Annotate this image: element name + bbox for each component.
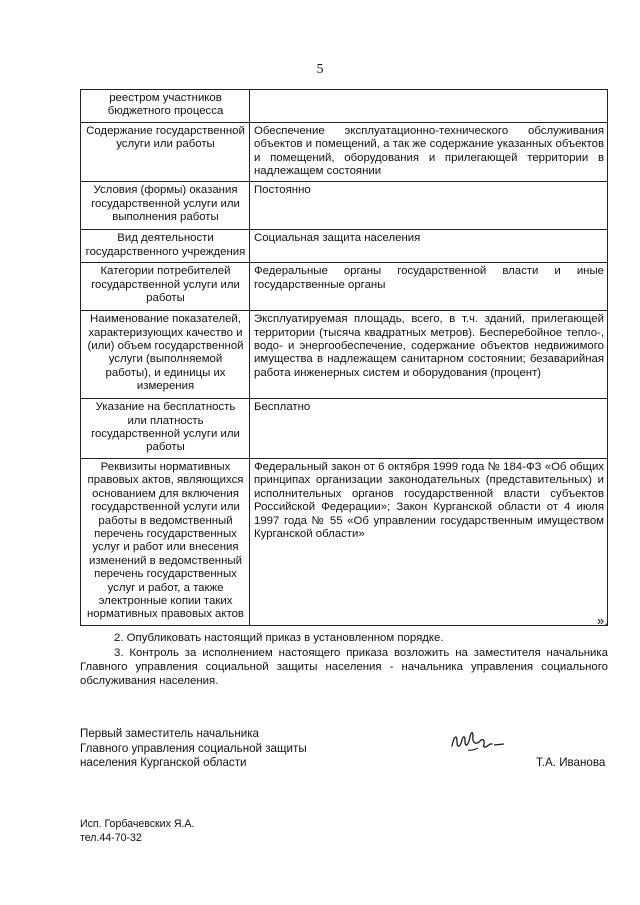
table-row xyxy=(81,311,608,399)
row-value: Обеспечение эксплуатационно-технического обслуживания объектов и помещений, а так же содержание указанных объектов и помещений, оборудования и прилегающей территории в надлежащем состоянии xyxy=(250,122,608,182)
row-value: Постоянно xyxy=(250,182,608,230)
signatory-line: Главного управления социальной защиты xyxy=(80,741,307,755)
table-row xyxy=(81,90,608,123)
row-value: Бесплатно xyxy=(250,399,608,459)
table-row xyxy=(81,182,608,230)
handwritten-signature xyxy=(448,728,518,754)
row-label: Наименование показателей, характеризующих качество и (или) объем государственной услуги (выполняемой работы), и единицы их измерения xyxy=(81,311,250,399)
row-label: Вид деятельности государственного учреждения xyxy=(81,230,250,263)
table-row xyxy=(81,263,608,311)
signatory-line: Первый заместитель начальника xyxy=(80,727,259,740)
table-row xyxy=(81,458,608,625)
row-label: Указание на бесплатность или платность государственной услуги или работы xyxy=(81,399,250,459)
row-value: Федеральные органы государственной власти и иные государственные органы xyxy=(250,263,608,311)
closing-quote: ». xyxy=(597,613,608,628)
table-row xyxy=(81,399,608,459)
signatory-name: Т.А. Иванова xyxy=(536,756,606,769)
paragraph-publish: 2. Опубликовать настоящий приказ в установленном порядке. xyxy=(114,632,444,644)
executor-name: Исп. Горбачевских Я.А. xyxy=(80,818,195,830)
executor-phone: тел.44-70-32 xyxy=(80,831,142,844)
signatory-line: населения Курганской области xyxy=(80,756,247,769)
executor-info xyxy=(80,818,194,845)
page-number: 5 xyxy=(316,62,324,77)
services-register-table xyxy=(80,89,608,626)
row-label: Реквизиты нормативных правовых актов, являющихся основанием для включения государственной услуги или работы в ведомственный перечень государственных услуг и работ или внесения изменений в ведомственный перечень государственных услуг и работ, а также электронные копии таких нормативных правовых актов xyxy=(81,458,250,625)
row-value xyxy=(250,90,608,123)
row-label: Содержание государственной услуги или работы xyxy=(81,122,250,182)
row-label: реестром участников бюджетного процесса xyxy=(81,90,250,123)
row-label: Условия (формы) оказания государственной услуги или выполнения работы xyxy=(81,182,250,230)
table-row xyxy=(81,122,608,182)
row-value: Социальная защита населения xyxy=(250,230,608,263)
signatory-title xyxy=(80,727,340,771)
row-value: Эксплуатируемая площадь, всего, в т.ч. зданий, прилегающей территории (тысяча квадратных метров). Бесперебойное тепло-, водо- и энергообеспечение, содержание объектов недвижимого имущества в надлежащем санитарном состоянии; безаварийная работа инженерных систем и оборудования (процент) xyxy=(250,311,608,399)
table-row xyxy=(81,230,608,263)
paragraph-control: 3. Контроль за исполнением настоящего приказа возложить на заместителя начальника Главного управления социальной защиты населения - начальника управления социального обслуживания населения. xyxy=(80,647,608,688)
row-label: Категории потребителей государственной услуги или работы xyxy=(81,263,250,311)
row-value: Федеральный закон от 6 октября 1999 года № 184-ФЗ «Об общих принципах организации законодательных (представительных) и исполнительных органов государственной власти субъектов Российской Федерации»; Закон Курганской области от 4 июля 1997 года № 55 «Об управлении государственным имуществом Курганской области» xyxy=(250,458,608,625)
